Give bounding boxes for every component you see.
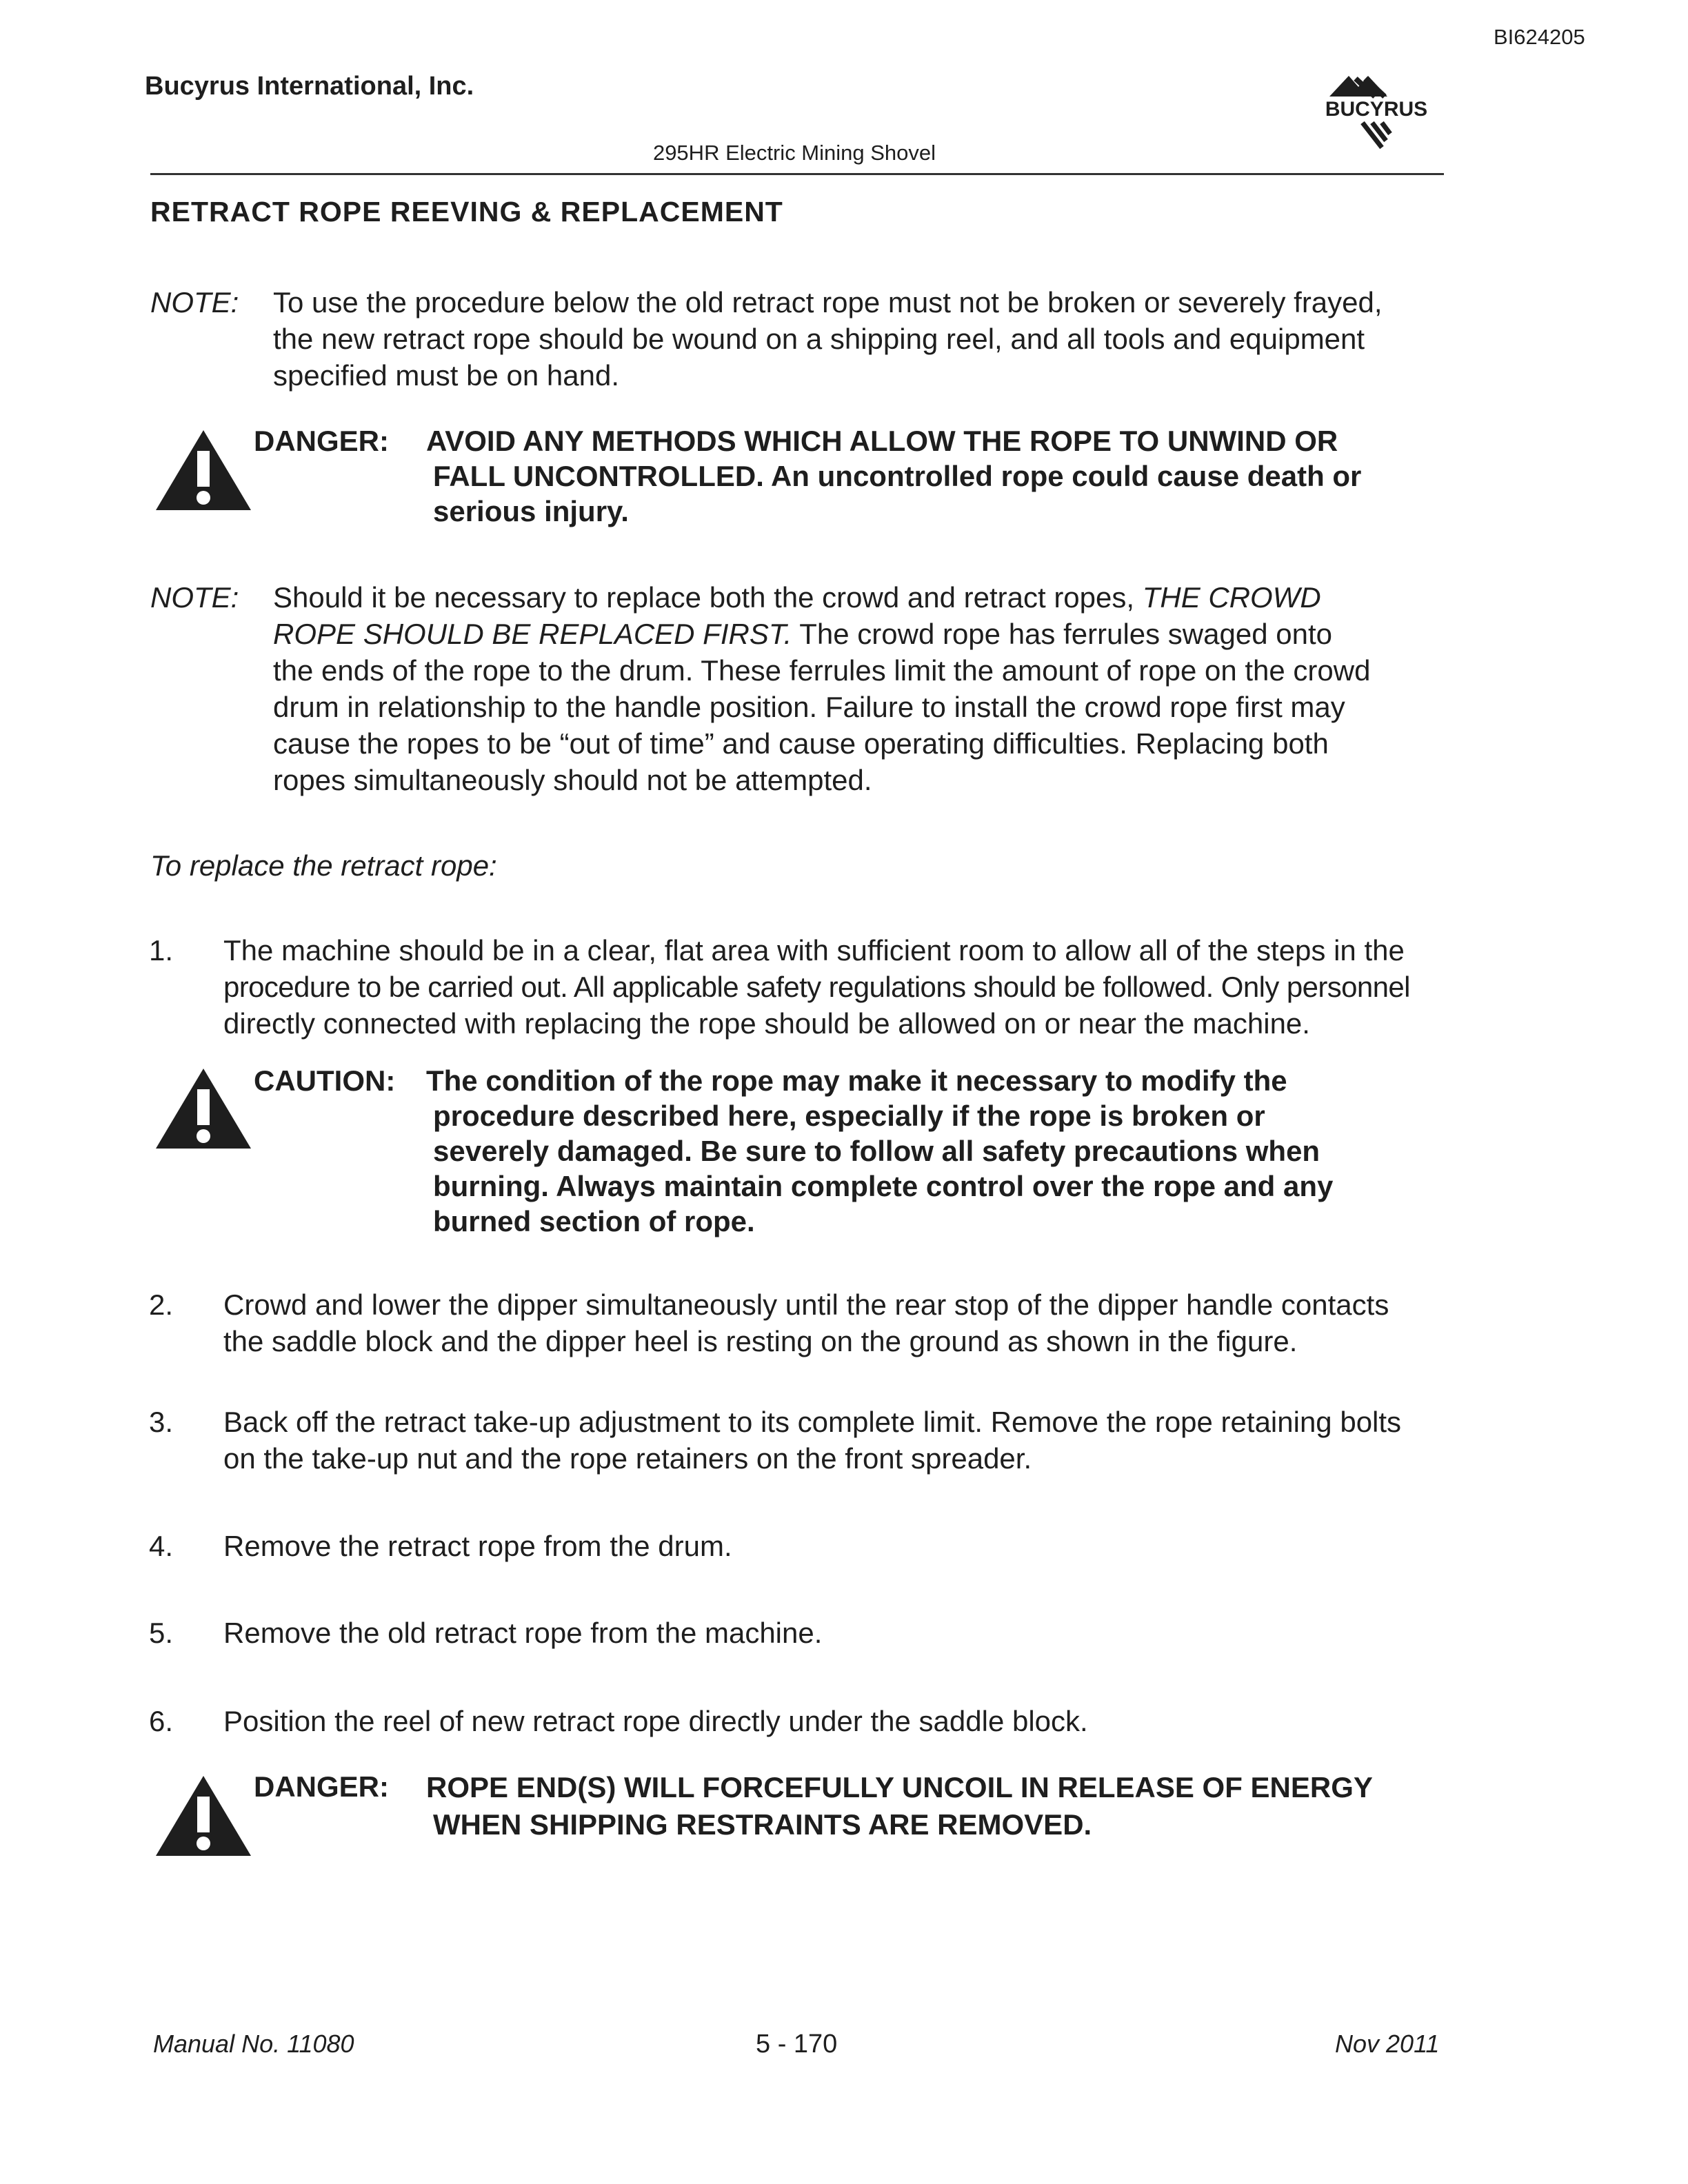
- warning-triangle-icon: [153, 1773, 254, 1859]
- danger-text: AVOID ANY METHODS WHICH ALLOW THE ROPE TO UNWIND OR FALL UNCONTROLLED. An uncontrolled rope could cause death or serious injury.: [426, 425, 1362, 527]
- step-number: 5.: [149, 1617, 174, 1649]
- header-divider: [150, 173, 1444, 175]
- note-label: NOTE:: [150, 581, 239, 614]
- footer-page-number: 5 - 170: [756, 2030, 838, 2059]
- danger-label: DANGER:: [254, 425, 389, 457]
- step-text: Crowd and lower the dipper simultaneously until the rear stop of the dipper handle contacts the saddle block and the dipper heel is resting on the ground as shown in the figure.: [223, 1288, 1389, 1357]
- document-id: BI624205: [1494, 25, 1585, 49]
- section-title: RETRACT ROPE REEVING & REPLACEMENT: [150, 196, 783, 228]
- step-number: 3.: [149, 1406, 174, 1438]
- svg-text:BUCYRUS: BUCYRUS: [1325, 98, 1428, 121]
- step-number: 6.: [149, 1705, 174, 1737]
- step-text: Remove the old retract rope from the machine.: [223, 1617, 823, 1649]
- step-number: 1.: [149, 934, 174, 967]
- caution-text: The condition of the rope may make it necessary to modify the procedure described here, especially if the rope is broken or severely damaged. Be sure to follow all safety precautions when burning. Always maintain complete control over the rope and any burned section of rope.: [426, 1064, 1334, 1237]
- note-text: To use the procedure below the old retract rope must not be broken or severely frayed, the new retract rope should be wound on a shipping reel, and all tools and equipment specified must be on hand.: [273, 286, 1383, 392]
- danger-label: DANGER:: [254, 1770, 389, 1803]
- warning-triangle-icon: [153, 1066, 254, 1151]
- footer-manual-number: Manual No. 11080: [153, 2030, 354, 2058]
- warning-triangle-icon: [153, 427, 254, 513]
- note-label: NOTE:: [150, 286, 239, 318]
- danger-text: ROPE END(S) WILL FORCEFULLY UNCOIL IN RELEASE OF ENERGY WHEN SHIPPING RESTRAINTS ARE REMOVED.: [426, 1771, 1373, 1841]
- step-number: 4.: [149, 1530, 174, 1562]
- procedure-intro: To replace the retract rope:: [150, 849, 497, 882]
- bucyrus-logo: [1314, 72, 1438, 152]
- footer-date: Nov 2011: [1335, 2030, 1440, 2058]
- manual-subtitle: 295HR Electric Mining Shovel: [652, 141, 936, 165]
- company-name: Bucyrus International, Inc.: [145, 72, 474, 101]
- note-text: Should it be necessary to replace both the crowd and retract ropes, THE CROWD ROPE SHOULD BE REPLACED FIRST. The crowd rope has ferrules swaged onto the ends of the rope to the drum. These ferrules limit the amount of rope on the crowd drum in relationship to the handle position. Failure to install the crowd rope first may cause the ropes to be “out of time” and cause operating difficulties. Replacing both ropes simultaneously should not be attempted.: [273, 581, 1371, 796]
- step-text: Remove the retract rope from the drum.: [223, 1530, 732, 1562]
- caution-label: CAUTION:: [254, 1064, 396, 1097]
- step-text: The machine should be in a clear, flat area with sufficient room to allow all of the steps in the procedure to be carried out. All applicable safety regulations should be followed. Only personnel directly connected with replacing the rope should be allowed on or near the machine.: [223, 934, 1410, 1040]
- step-number: 2.: [149, 1288, 174, 1321]
- step-text: Position the reel of new retract rope directly under the saddle block.: [223, 1705, 1088, 1737]
- step-text: Back off the retract take-up adjustment to its complete limit. Remove the rope retaining bolts on the take-up nut and the rope retainers on the front spreader.: [223, 1406, 1402, 1475]
